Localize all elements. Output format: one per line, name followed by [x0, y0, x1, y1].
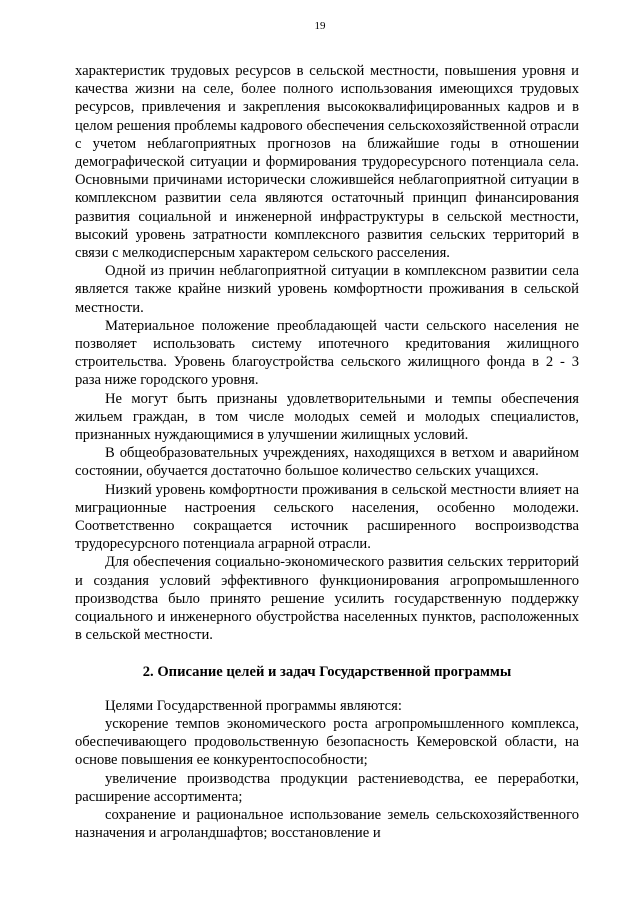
list-item: увеличение производства продукции растениеводства, ее переработки, расширение ассортимента; [75, 770, 579, 805]
paragraph: характеристик трудовых ресурсов в сельской местности, повышения уровня и качества жизни на селе, более полного использования имеющихся трудовых ресурсов, привлечения и закрепления высококвалифицированных кадров и в целом решения проблемы кадрового обеспечения сельскохозяйственной отрасли с учетом неблагоприятных прогнозов на ближайшие годы в отношении демографической ситуации и формирования трудоресурсного потенциала села. Основными причинами исторически сложившейся неблагоприятной ситуации в комплексном развитии села являются остаточный принцип финансирования развития социальной и инженерной инфраструктуры в сельской местности, высокий уровень затратности комплексного развития сельских территорий в связи с мелкодисперсным характером сельского расселения. [75, 63, 579, 262]
paragraph: Для обеспечения социально-экономического развития сельских территорий и создания условий эффективного функционирования агропромышленного производства было принято решение усилить государственную поддержку социального и инженерного обустройства населенных пунктов, расположенных в сельской местности. [75, 554, 579, 644]
paragraph: Материальное положение преобладающей части сельского населения не позволяет использовать систему ипотечного кредитования жилищного строительства. Уровень благоустройства сельского жилищного фонда в 2 - 3 раза ниже городского уровня. [75, 317, 579, 389]
paragraph: Целями Государственной программы являются: [105, 697, 402, 714]
list-item: сохранение и рациональное использование земель сельскохозяйственного назначения и агроландшафтов; восстановление и [75, 806, 579, 842]
paragraph: Одной из причин неблагоприятной ситуации в комплексном развитии села является также крайне низкий уровень комфортности проживания в сельской местности. [75, 263, 579, 316]
section-heading: 2. Описание целей и задач Государственной программы [142, 663, 512, 680]
paragraph: Низкий уровень комфортности проживания в сельской местности влияет на миграционные настроения сельского населения, особенно молодежи. Соответственно сокращается источник расширенного воспроизводства трудоресурсного потенциала аграрной отрасли. [75, 481, 579, 553]
document-body [75, 62, 579, 842]
page-number: 19 [314, 20, 326, 32]
list-item: ускорение темпов экономического роста агропромышленного комплекса, обеспечивающего продовольственную безопасность Кемеровской области, на основе повышения ее конкурентоспособности; [75, 715, 579, 769]
paragraph: В общеобразовательных учреждениях, находящихся в ветхом и аварийном состоянии, обучается достаточно большое количество сельских учащихся. [75, 445, 579, 480]
paragraph: Не могут быть признаны удовлетворительными и темпы обеспечения жильем граждан, в том числе молодых семей и молодых специалистов, признанных нуждающимися в улучшении жилищных условий. [75, 390, 579, 444]
